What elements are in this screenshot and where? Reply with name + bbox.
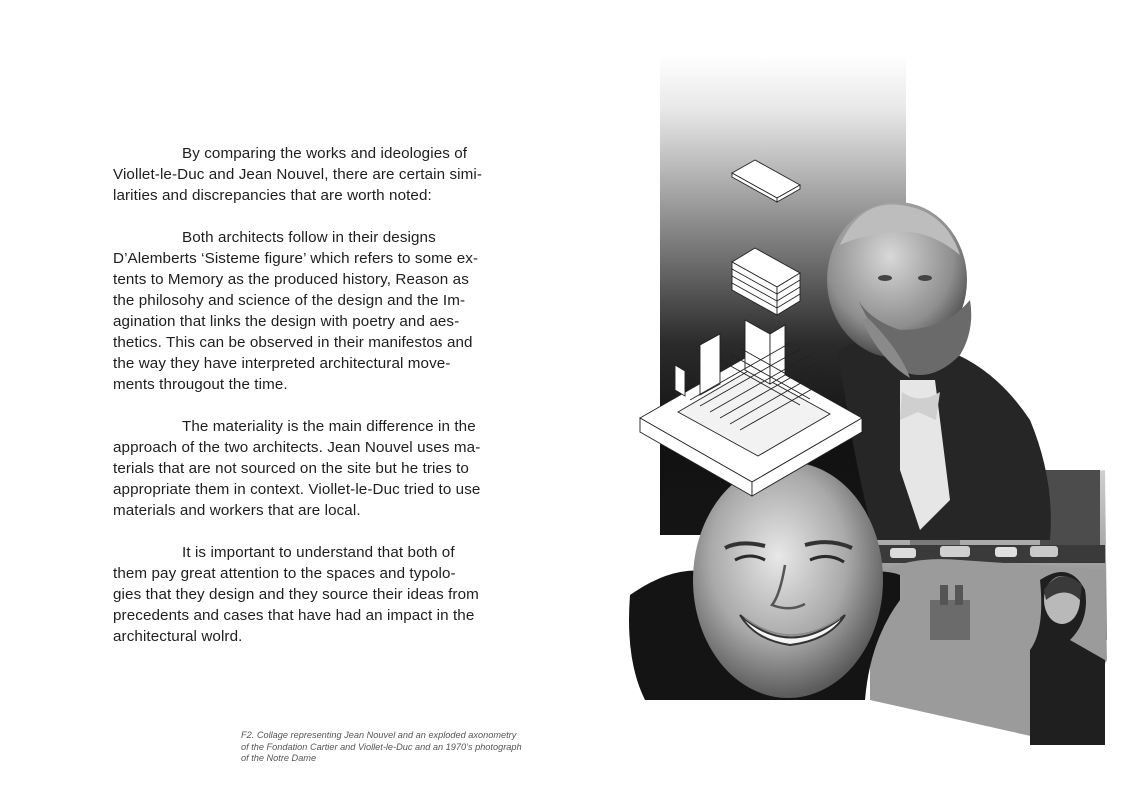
collage-figure xyxy=(600,0,1135,803)
paragraph-2 xyxy=(113,227,495,395)
text-line: the philosohy and science of the design and the Im- xyxy=(113,292,466,309)
text-line: The materiality is the main difference in the xyxy=(182,418,476,435)
jean-nouvel-portrait xyxy=(629,462,900,700)
axonometry-drawing xyxy=(640,160,862,496)
text-line: terials that are not sourced on the site but he tries to xyxy=(113,460,469,477)
text-line: larities and discrepancies that are worth noted: xyxy=(113,187,432,204)
collage-artwork xyxy=(600,0,1135,803)
text-line: appropriate them in context. Viollet-le-Duc tried to use xyxy=(113,481,481,498)
text-line: Viollet-le-Duc and Jean Nouvel, there are certain simi- xyxy=(113,166,483,183)
body-text xyxy=(113,143,495,668)
caption-line: F2. Collage representing Jean Nouvel and an exploded axonometry xyxy=(241,730,517,740)
paragraph-4 xyxy=(113,542,495,647)
caption-line: of the Fondation Cartier and Viollet-le-Duc and an 1970’s photograph xyxy=(241,741,522,752)
text-line: materials and workers that are local. xyxy=(113,502,361,519)
viollet-le-duc-portrait xyxy=(827,202,1051,540)
paragraph-3 xyxy=(113,416,495,521)
text-line: gies that they design and they source their ideas from xyxy=(113,586,479,603)
text-line: thetics. This can be observed in their manifestos and xyxy=(113,334,473,351)
caption-line: of the Notre Dame xyxy=(241,753,317,763)
text-line: agination that links the design with poetry and aes- xyxy=(113,313,460,330)
text-line: architectural wolrd. xyxy=(113,628,243,645)
text-line: tents to Memory as the produced history, Reason as xyxy=(113,271,469,288)
woman-photo xyxy=(870,559,1107,745)
text-line: ments througout the time. xyxy=(113,376,288,393)
paragraph-1 xyxy=(113,143,495,206)
text-line: them pay great attention to the spaces and typolo- xyxy=(113,565,456,582)
text-line: approach of the two architects. Jean Nouvel uses ma- xyxy=(113,439,481,456)
text-line: precedents and cases that have had an impact in the xyxy=(113,607,475,624)
text-line: D’Alemberts ‘Sisteme figure’ which refers to some ex- xyxy=(113,250,479,267)
text-line: By comparing the works and ideologies of xyxy=(182,145,468,162)
text-line: Both architects follow in their designs xyxy=(182,229,436,246)
text-line: It is important to understand that both of xyxy=(182,544,455,561)
figure-caption xyxy=(241,730,581,765)
text-line: the way they have interpreted architectural move- xyxy=(113,355,451,372)
